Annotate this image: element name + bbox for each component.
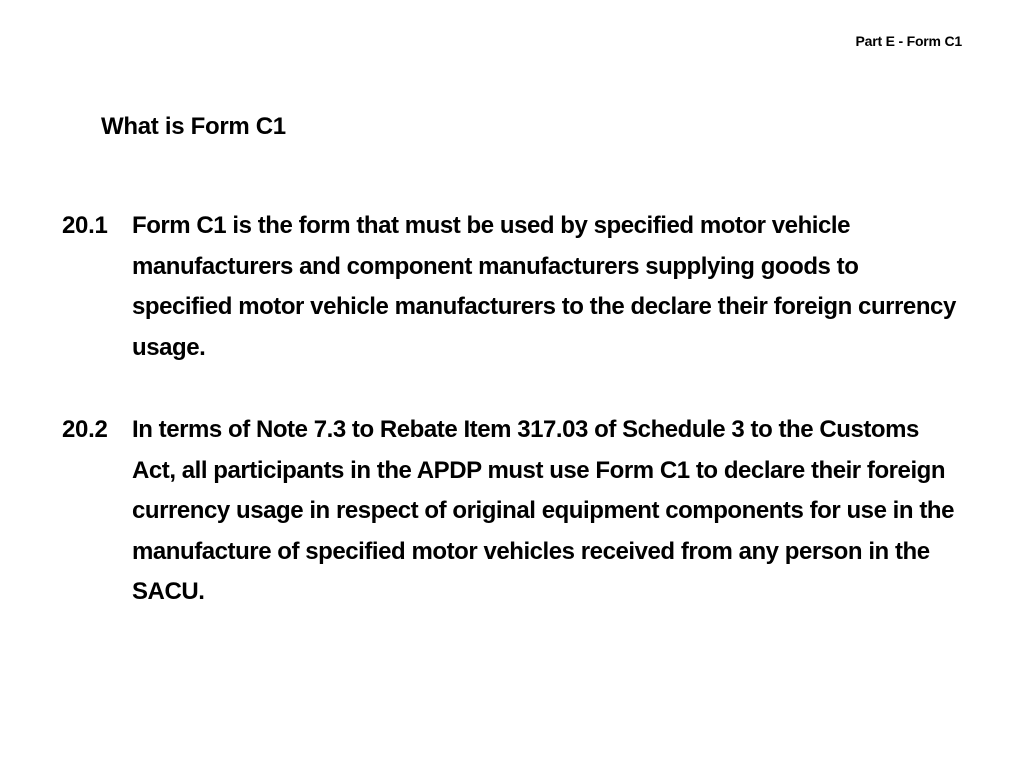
paragraph-number: 20.1 (62, 212, 108, 239)
paragraph-20-1 (62, 206, 962, 368)
paragraph-text: Form C1 is the form that must be used by specified motor vehicle manufacturers and component manufacturers supplying goods to specified motor vehicle manufacturers to the declare their foreign currency usage. (132, 212, 956, 361)
paragraph-20-2 (62, 410, 962, 613)
paragraph-list (62, 206, 962, 655)
section-header-label: Part E - Form C1 (855, 33, 962, 49)
paragraph-number: 20.2 (62, 416, 108, 443)
slide-title: What is Form C1 (101, 113, 286, 140)
paragraph-text: In terms of Note 7.3 to Rebate Item 317.03 of Schedule 3 to the Customs Act, all participants in the APDP must use Form C1 to declare their foreign currency usage in respect of original equipment components for use in the manufacture of specified motor vehicles received from any person in the SACU. (132, 416, 954, 605)
